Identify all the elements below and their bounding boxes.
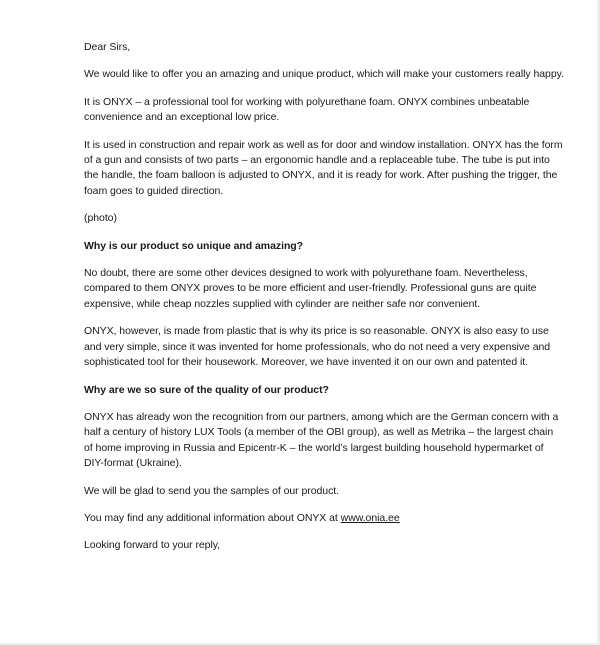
closing-line: Looking forward to your reply, (84, 539, 221, 552)
samples-paragraph: We will be glad to send you the samples of our product. (84, 484, 340, 497)
website-link[interactable]: www.onia.ee (340, 511, 400, 524)
info-prefix: You may find any additional information about ONYX at (84, 511, 341, 524)
photo-placeholder: (photo) (84, 212, 117, 225)
intro-paragraph: We would like to offer you an amazing and unique product, which will make your customers really happy. (84, 68, 564, 81)
info-paragraph (84, 511, 564, 526)
letter-body (84, 40, 564, 566)
recognition-paragraph: ONYX has already won the recognition from our partners, among which are the German concern with a half a century of history LUX Tools (a member of the OBI group), as well as Metrika – the largest chain of home improving in Russia and Epicentr-K – the world’s largest building household hypermarket of DIY-format (Ukraine). (84, 410, 559, 470)
comparison-paragraph: No doubt, there are some other devices designed to work with polyurethane foam. Nevertheless, compared to them ONYX proves to be more efficient and user-friendly. Professional guns are quite expensive, while cheap nozzles supplied with cylinder are neither safe nor convenient. (84, 267, 537, 310)
salutation: Dear Sirs, (84, 41, 131, 53)
product-description-paragraph: It is ONYX – a professional tool for working with polyurethane foam. ONYX combines unbeatable convenience and an exceptional low price. (84, 95, 530, 124)
heading-unique: Why is our product so unique and amazing? (84, 239, 304, 252)
heading-quality: Why are we so sure of the quality of our product? (84, 383, 329, 396)
material-paragraph: ONYX, however, is made from plastic that is why its price is so reasonable. ONYX is also easy to use and very simple, since it was invented for home professionals, who do not need a very expensive and sophisticated tool for their housework. Moreover, we have invented it on our own and patented it. (84, 325, 551, 369)
usage-paragraph: It is used in construction and repair work as well as for door and window installation. ONYX has the form of a gun and consists of two parts – an ergonomic handle and a replaceable tube. The tube is put into the handle, the foam balloon is adjusted to ONYX, and it is ready for work. After pushing the trigger, the foam goes to guided direction. (84, 138, 563, 197)
